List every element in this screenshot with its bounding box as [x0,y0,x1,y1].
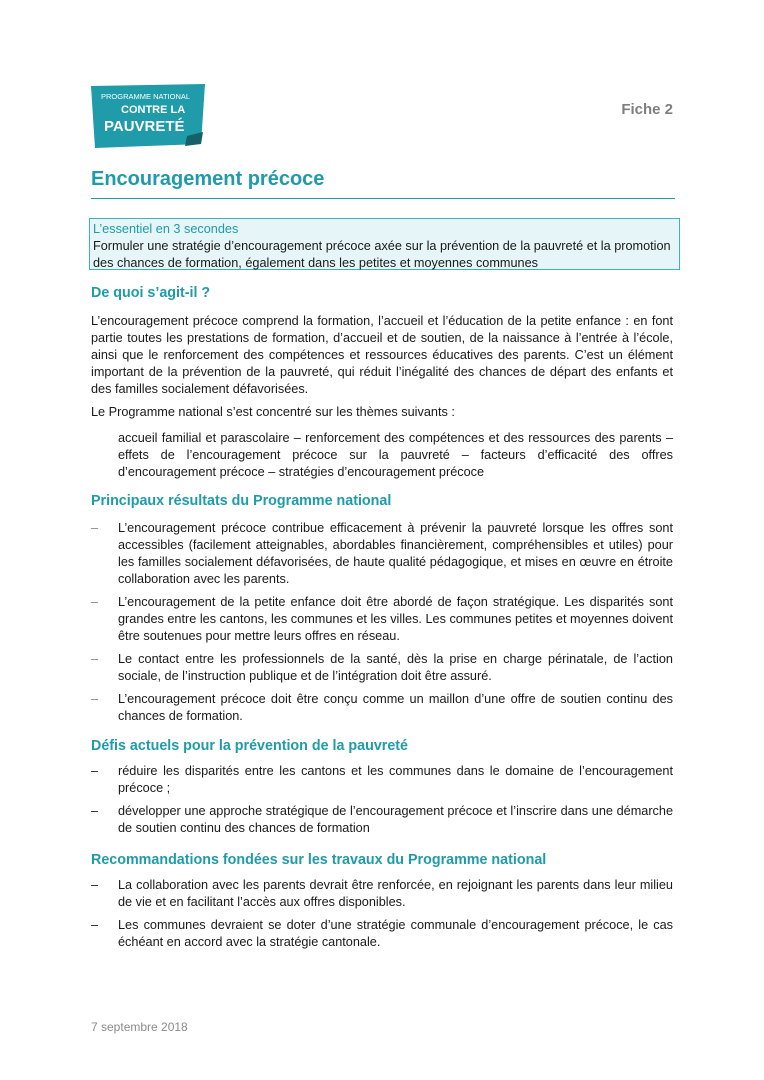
dash-bullet: – [91,918,99,932]
dash-bullet: – [91,804,99,818]
section-heading-quoi: De quoi s’agit-il ? [91,285,211,301]
dash-bullet: – [91,878,99,892]
list-item: – L’encouragement précoce contribue efficacement à prévenir la pauvreté lorsque les offres sont accessibles (facilement atteignables, abordables financièrement, compréhensibles et utiles) pour les familles socialement défavorisées, de haute qualité pédagogique, et mises en œuvre en étroite collaboration avec les parents. [91,521,673,586]
list-item: – Le contact entre les professionnels de la santé, dès la prise en charge périnatale, de l’action sociale, de l’instruction publique et de l’intégration doit être assuré. [91,652,673,683]
resultats-list [91,520,673,725]
list-item: – La collaboration avec les parents devrait être renforcée, en rejoignant les parents dans leur milieu de vie et en facilitant l’accès aux offres disponibles. [91,878,673,909]
programme-logo [91,84,205,150]
paragraph-themes-intro: Le Programme national s’est concentré sur les thèmes suivants : [91,405,455,419]
essentiel-text: Formuler une stratégie d’encouragement précoce axée sur la prévention de la pauvreté et la promotion des chances de formation, également dans les petites et moyennes communes [93,239,671,270]
section-heading-recommandations: Recommandations fondées sur les travaux du Programme national [91,852,547,868]
list-item: – réduire les disparités entre les cantons et les communes dans le domaine de l’encouragement précoce ; [91,764,673,795]
list-item: – L’encouragement de la petite enfance doit être abordé de façon stratégique. Les disparités sont grandes entre les cantons, les communes et les villes. Les communes petites et moyennes doivent être soutenues pour mettre leurs offres en réseau. [91,595,674,643]
recommandations-list [91,877,673,951]
section-heading-resultats: Principaux résultats du Programme national [91,493,392,509]
logo-line2: CONTRE LA [121,104,186,116]
footer-date: 7 septembre 2018 [91,1020,188,1034]
logo-line1: PROGRAMME NATIONAL [101,92,191,101]
list-item: – développer une approche stratégique de l’encouragement précoce et l’inscrire dans une démarche de soutien continu des chances de formation [91,804,673,835]
logo-line3: PAUVRETÉ [104,118,185,135]
essentiel-label: L’essentiel en 3 secondes [93,222,239,236]
fiche-number: Fiche 2 [621,101,673,118]
list-item: – Les communes devraient se doter d’une stratégie communale d’encouragement précoce, le cas échéant en accord avec la stratégie cantonale. [91,918,673,949]
defis-list [91,763,673,837]
title-divider [91,198,675,199]
section-heading-defis: Défis actuels pour la prévention de la pauvreté [91,738,409,754]
dash-bullet: – [91,764,99,778]
paragraph-themes: accueil familial et parascolaire – renforcement des compétences et des ressources des parents – effets de l’encouragement précoce sur la pauvreté – facteurs d’efficacité des offres d’encouragement précoce – stratégies d’encouragement précoce [118,431,673,479]
essentiel-box [89,218,680,270]
dash-bullet: – [91,692,99,706]
dash-bullet: – [91,652,99,666]
dash-bullet: – [91,521,99,535]
paragraph-definition: L’encouragement précoce comprend la formation, l’accueil et l’éducation de la petite enfance : en font partie toutes les prestations de formation, d’accueil et de soutien, de la naissance à l’entrée à l’école, ainsi que le renforcement des compétences et ressources éducatives des parents. C’est un élément important de la prévention de la pauvreté, qui réduit l’inégalité des chances de départ des enfants et des familles socialement défavorisées. [91,314,673,396]
dash-bullet: – [91,595,99,609]
list-item: – L’encouragement précoce doit être conçu comme un maillon d’une offre de soutien continu des chances de formation. [91,692,673,723]
main-content [91,282,673,951]
page-title: Encouragement précoce [91,168,325,190]
